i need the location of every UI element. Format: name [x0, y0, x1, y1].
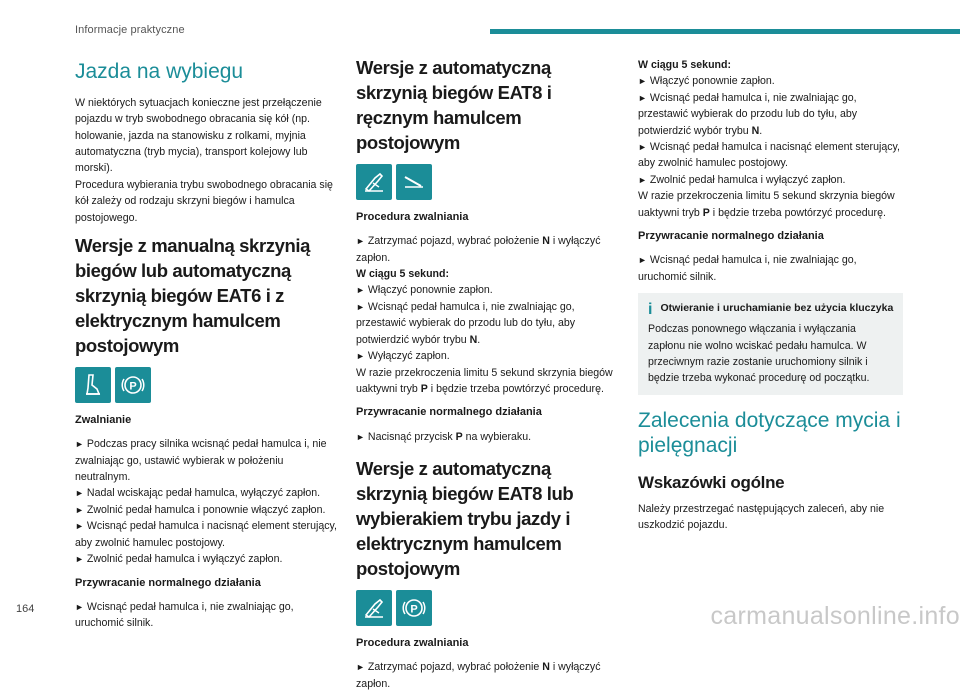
- column-1: [75, 52, 337, 632]
- column-2: [356, 52, 621, 692]
- list-item: ► Wyłączyć zapłon.: [356, 350, 450, 363]
- list-item: ► Wcisnąć pedał hamulca i, nie zwalniając go, przestawić wybierak do przodu lub do tyłu, aby potwierdzić wybór trybu N.: [638, 91, 858, 137]
- list-item: ► Wcisnąć pedał hamulca i, nie zwalniając go, przestawić wybierak do przodu lub do tyłu, aby potwierdzić wybór trybu N.: [356, 300, 576, 346]
- restore-heading: Przywracanie normalnego działania: [356, 406, 542, 419]
- release-steps: [75, 436, 337, 567]
- manual-handbrake-icon: [356, 590, 392, 626]
- section-title-washing: Zalecenia dotyczące mycia i pielęgnacji: [638, 408, 901, 457]
- procedure-heading: Procedura zwalniania: [356, 636, 469, 649]
- icon-row-3: [356, 590, 621, 626]
- heading-eat8-manual-brake: Wersje z automatyczną skrzynią biegów EAT8 i ręcznym hamulcem postojowym: [356, 57, 552, 153]
- list-item: ► Wcisnąć pedał hamulca i nacisnąć element sterujący, aby zwolnić hamulec postojowy.: [75, 520, 337, 549]
- list-item: ► Zatrzymać pojazd, wybrać położenie N i wyłączyć zapłon.: [356, 235, 601, 264]
- handbrake-lever-icon: [396, 164, 432, 200]
- icon-row-1: [75, 367, 337, 403]
- header-accent-bar: [490, 29, 960, 34]
- parking-brake-p-icon: [115, 367, 151, 403]
- heading-manual-eat6-electric: Wersje z manualną skrzynią biegów lub automatyczną skrzynią biegów EAT6 i z elektrycznym hamulcem postojowym: [75, 235, 311, 356]
- page-number: 164: [16, 603, 35, 615]
- list-item: ► Zatrzymać pojazd, wybrać położenie N i wyłączyć zapłon.: [356, 661, 601, 690]
- list-item: ► Nadal wciskając pedał hamulca, wyłączyć zapłon.: [75, 487, 321, 500]
- list-item: ► Wcisnąć pedał hamulca i nacisnąć element sterujący, aby zwolnić hamulec postojowy.: [638, 141, 900, 170]
- within-5s-label: W ciągu 5 sekund:: [356, 268, 450, 281]
- list-item: ► Zwolnić pedał hamulca i wyłączyć zapłon.: [75, 553, 283, 566]
- list-item: ► Włączyć ponownie zapłon.: [638, 75, 775, 88]
- info-text: Podczas ponownego włączania i wyłączania zapłonu nie wolno wciskać pedału hamulca. W przeciwnym razie zostanie uruchomiony silnik i będzie trzeba wykonać procedurę od początku.: [648, 323, 870, 385]
- within-5s-label: W ciągu 5 sekund:: [638, 59, 732, 71]
- list-item: ► Podczas pracy silnika wcisnąć pedał hamulca i, nie zwalniając go, ustawić wybierak w położeniu neutralnym.: [75, 438, 327, 484]
- timeout-note: W razie przekroczenia limitu 5 sekund skrzynia biegów uaktywni tryb P i będzie trzeba powtórzyć procedurę.: [638, 190, 895, 219]
- column-3: [638, 57, 903, 541]
- list-item: ► Zwolnić pedał hamulca i wyłączyć zapłon.: [638, 173, 846, 186]
- restore-heading: Przywracanie normalnego działania: [75, 576, 261, 589]
- list-item: ► Zwolnić pedał hamulca i ponownie włączyć zapłon.: [75, 503, 326, 516]
- restore-heading: Przywracanie normalnego działania: [638, 230, 824, 243]
- info-icon: i: [648, 301, 653, 319]
- list-item: ► Włączyć ponownie zapłon.: [356, 284, 493, 297]
- intro-paragraph: W niektórych sytuacjach konieczne jest przełączenie pojazdu w tryb swobodnego obracania się kół (np. holowanie, jazda na stanowisku z rolkami, myjnia automatyczna (tryb mycia), transport kolejowy lub morski). Procedura wybierania trybu swobodnego obracania się kół zależy od rodzaju skrzyni biegów i hamulca postojowego.: [75, 96, 333, 224]
- svg-text:P: P: [129, 380, 137, 393]
- info-box-keyless: [638, 293, 903, 395]
- heading-eat8-electric-brake: Wersje z automatyczną skrzynią biegów EAT8 lub wybierakiem trybu jazdy i elektrycznym hamulcem postojowym: [356, 458, 574, 579]
- watermark: carmanualsonline.info: [710, 602, 960, 630]
- list-item: ► Wcisnąć pedał hamulca i, nie zwalniając go, uruchomić silnik.: [638, 254, 857, 283]
- release-heading: Zwalnianie: [75, 413, 132, 426]
- running-head: Informacje praktyczne: [75, 24, 185, 36]
- svg-text:P: P: [410, 603, 418, 616]
- procedure-heading: Procedura zwalniania: [356, 210, 469, 223]
- manual-handbrake-icon: [356, 164, 392, 200]
- section-title-coasting: Jazda na wybiegu: [75, 60, 244, 83]
- parking-brake-p-icon: [396, 590, 432, 626]
- general-tips-text: Należy przestrzegać następujących zaleceń, aby nie uszkodzić pojazdu.: [638, 502, 885, 531]
- brake-pedal-icon: [75, 367, 111, 403]
- heading-general-tips: Wskazówki ogólne: [638, 473, 785, 493]
- info-title: Otwieranie i uruchamianie bez użycia kluczyka: [660, 302, 894, 315]
- list-item: ► Wcisnąć pedał hamulca i, nie zwalniając go, uruchomić silnik.: [75, 600, 294, 630]
- icon-row-2: [356, 164, 621, 200]
- list-item: ► Nacisnąć przycisk P na wybieraku.: [356, 430, 532, 443]
- timeout-note: W razie przekroczenia limitu 5 sekund skrzynia biegów uaktywni tryb P i będzie trzeba powtórzyć procedurę.: [356, 366, 613, 395]
